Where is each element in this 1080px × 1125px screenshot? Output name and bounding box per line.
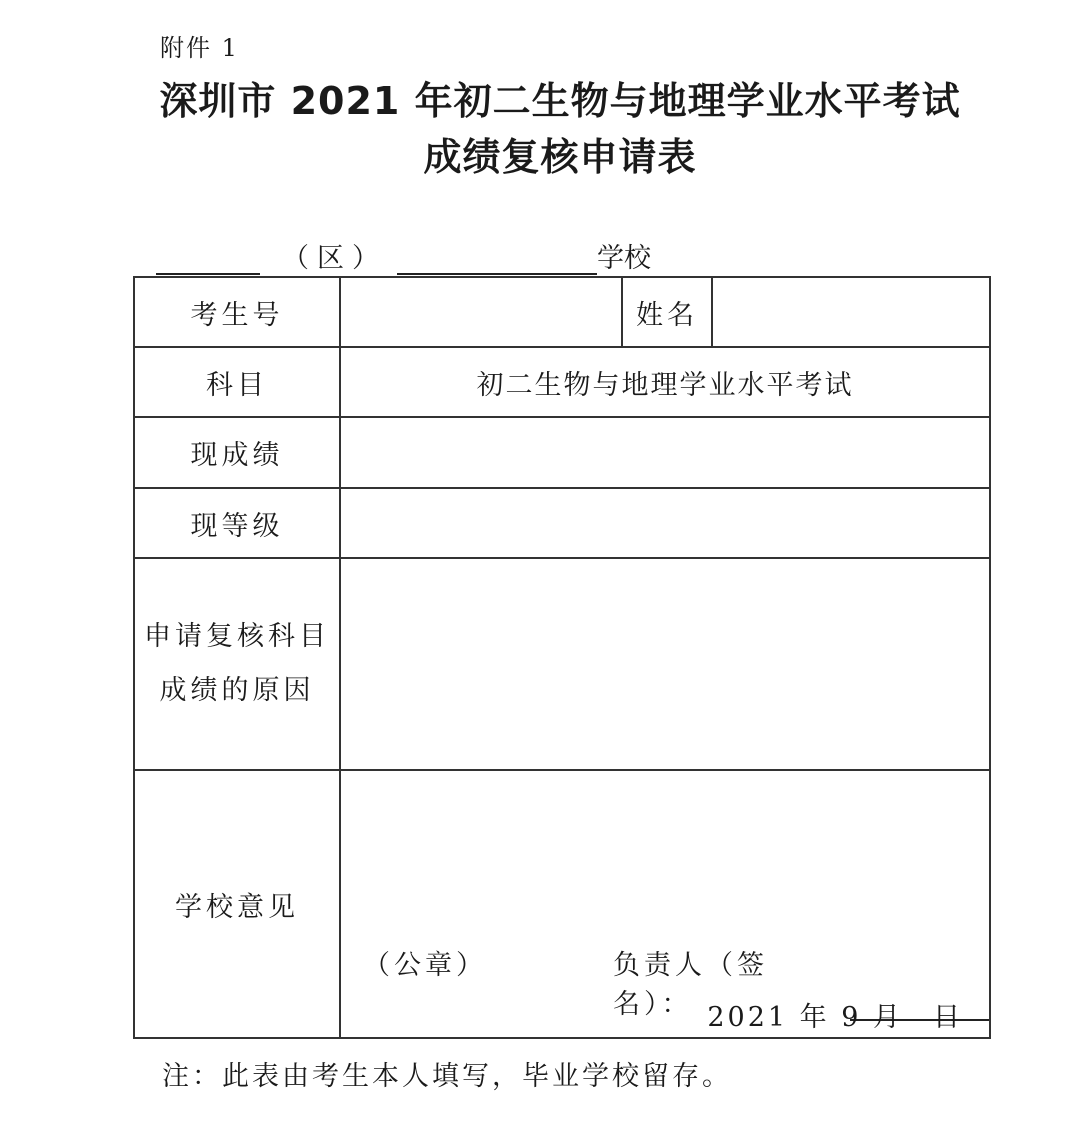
row-subject	[134, 347, 990, 417]
name-field[interactable]	[712, 277, 990, 347]
row-school-opinion	[134, 770, 990, 1038]
form-title-line1: 深圳市 2021 年初二生物与地理学业水平考试	[159, 79, 961, 123]
current-score-label: 现成绩	[134, 417, 340, 488]
district-blank[interactable]	[156, 243, 260, 275]
current-score-field[interactable]	[340, 417, 990, 488]
seal-label: （公章）	[363, 950, 487, 981]
row-current-score	[134, 417, 990, 488]
district-label: （区）	[282, 243, 387, 274]
district-school-line	[156, 236, 651, 275]
school-opinion-field[interactable]	[340, 770, 990, 1038]
reason-label-line2: 成绩的原因	[159, 675, 315, 706]
form-title-line2: 成绩复核申请表	[423, 135, 697, 179]
subject-value: 初二生物与地理学业水平考试	[340, 347, 990, 417]
row-exam-number	[134, 277, 990, 347]
subject-label: 科目	[134, 347, 340, 417]
current-grade-field[interactable]	[340, 488, 990, 558]
footer-note: 注：此表由考生本人填写，毕业学校留存。	[162, 1061, 732, 1092]
row-current-grade	[134, 488, 990, 558]
attachment-label: 附件 1	[160, 34, 239, 62]
exam-number-label: 考生号	[134, 277, 340, 347]
date-text: 2021 年 9 月 日	[707, 1002, 963, 1033]
application-form-table	[133, 276, 991, 1039]
school-opinion-label: 学校意见	[134, 770, 340, 1038]
reason-label-line1: 申请复核科目	[144, 621, 330, 652]
school-label: 学校	[597, 243, 651, 274]
reason-label	[134, 558, 340, 770]
signature-label: 负责人（签名）：	[613, 950, 768, 1020]
exam-number-field[interactable]	[340, 277, 622, 347]
current-grade-label: 现等级	[134, 488, 340, 558]
row-reason	[134, 558, 990, 770]
reason-field[interactable]	[340, 558, 990, 770]
name-label: 姓名	[622, 277, 712, 347]
school-blank[interactable]	[397, 243, 597, 275]
